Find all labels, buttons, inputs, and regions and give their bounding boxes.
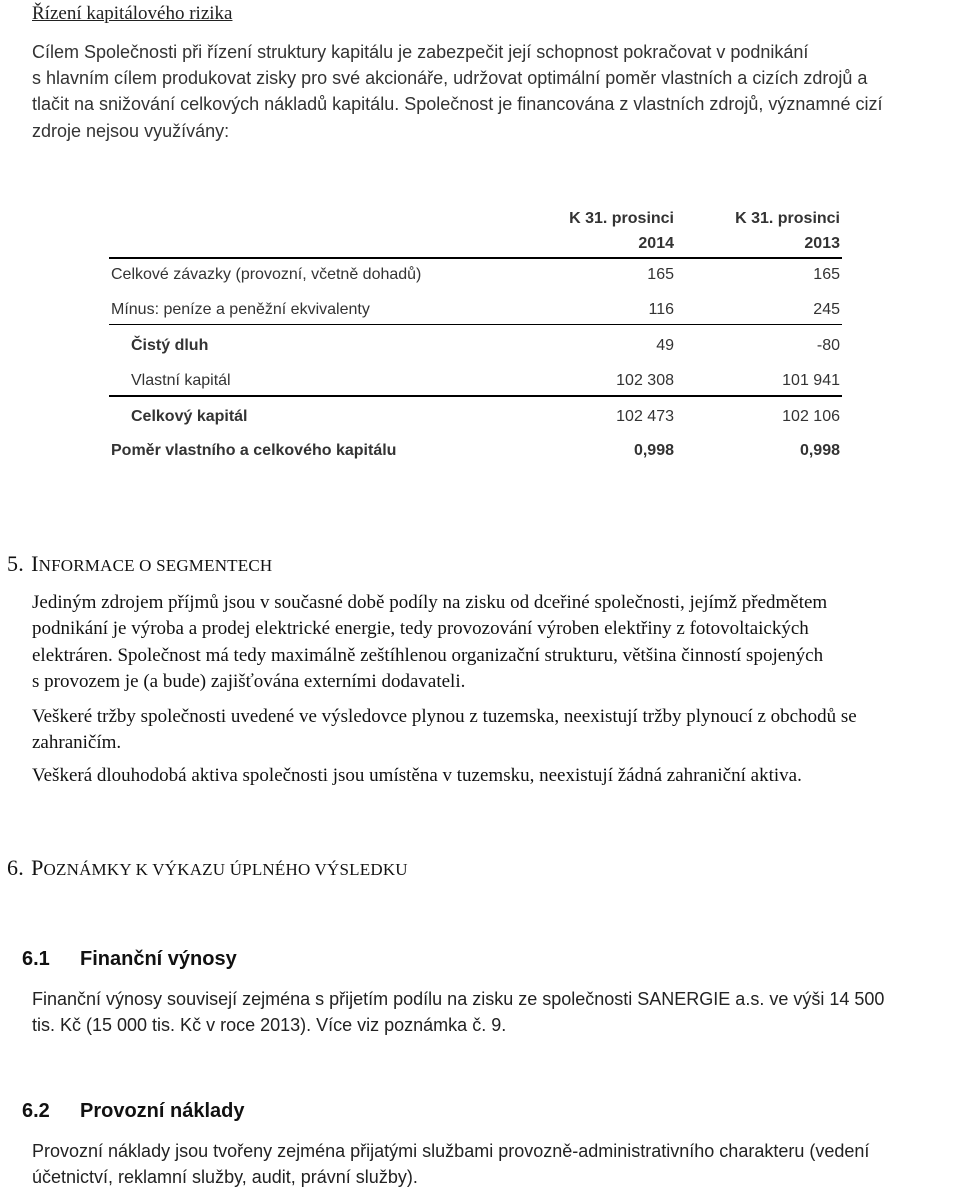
- paragraph-line: Cílem Společnosti při řízení struktury kapitálu je zabezpečit její schopnost pokračovat v podnikání: [32, 42, 809, 62]
- section-title-rest: OZNÁMKY K VÝKAZU ÚPLNÉHO VÝSLEDKU: [43, 860, 408, 879]
- subsection-title: Provozní náklady: [80, 1100, 245, 1122]
- section-heading-segments: [7, 551, 272, 577]
- column-header-line: K 31. prosinci: [569, 210, 674, 227]
- cell-2014: 102 473: [616, 408, 674, 425]
- cell-2013: 102 106: [782, 408, 840, 425]
- cell-2014: 0,998: [633, 442, 674, 459]
- column-header-2013: [706, 206, 840, 256]
- segments-paragraph-3: [32, 763, 959, 789]
- cell-2014: 49: [656, 337, 674, 354]
- segments-paragraph-1: [32, 590, 959, 695]
- column-header-2014: [540, 206, 674, 256]
- row-rule: [109, 395, 842, 397]
- subsection-number: 6.1: [22, 948, 50, 970]
- row-label: Poměr vlastního a celkového kapitálu: [111, 442, 397, 459]
- header-rule: [109, 257, 842, 259]
- cell-2014: 165: [647, 266, 674, 283]
- row-label: Celkový kapitál: [131, 408, 248, 425]
- paragraph-line: Provozní náklady jsou tvořeny zejména přijatými službami provozně-administrativního charakteru (vedení: [32, 1141, 870, 1161]
- cell-2014: 102 308: [616, 372, 674, 389]
- row-label: Mínus: peníze a peněžní ekvivalenty: [111, 301, 370, 318]
- section-title-capital-risk: Řízení kapitálového rizika: [32, 3, 233, 24]
- paragraph-line: Veškeré tržby společnosti uvedené ve výsledovce plynou z tuzemska, neexistují tržby plynoucí z obchodů se: [32, 706, 857, 727]
- row-label: Čistý dluh: [131, 337, 209, 354]
- paragraph-line: podnikání je výroba a prodej elektrické energie, tedy provozování výroben elektřiny z fotovoltaických: [32, 618, 809, 640]
- paragraph-line: Finanční výnosy souvisejí zejména s přijetím podílu na zisku ze společnosti SANERGIE a.s. ve výši 14 500: [32, 989, 885, 1009]
- paragraph-line: účetnictví, reklamní služby, audit, právní služby).: [32, 1167, 418, 1187]
- section-title-initial: P: [31, 855, 44, 880]
- financial-income-paragraph: [32, 986, 959, 1038]
- column-header-line: K 31. prosinci: [735, 210, 840, 227]
- section-title-initial: I: [31, 551, 39, 576]
- cell-2013: 0,998: [799, 442, 840, 459]
- cell-2013: 101 941: [782, 372, 840, 389]
- section-number: 6.: [7, 855, 24, 880]
- segments-paragraph-2: [32, 704, 959, 757]
- row-label: Vlastní kapitál: [131, 372, 231, 389]
- subsection-title: Finanční výnosy: [80, 948, 237, 970]
- paragraph-line: s provozem je (a bude) zajišťována externími dodavateli.: [32, 670, 466, 692]
- paragraph-line: tlačit na snižování celkových nákladů kapitálu. Společnost je financována z vlastních zdrojů, významné cizí: [32, 94, 883, 115]
- paragraph-line: s hlavním cílem produkovat zisky pro své akcionáře, udržovat optimální poměr vlastních a cizích zdrojů a: [32, 68, 868, 89]
- subsection-heading-financial-income: [22, 948, 237, 971]
- cell-2013: -80: [816, 337, 840, 354]
- row-rule: [109, 324, 842, 325]
- cell-2013: 165: [813, 266, 840, 283]
- paragraph-line: Veškerá dlouhodobá aktiva společnosti jsou umístěna v tuzemsku, neexistují žádná zahraniční aktiva.: [32, 765, 802, 786]
- paragraph-line: tis. Kč (15 000 tis. Kč v roce 2013). Více viz poznámka č. 9.: [32, 1015, 507, 1035]
- paragraph-line: elektráren. Společnost má tedy maximálně zeštíhlenou organizační strukturu, většina činností spojených: [32, 644, 824, 666]
- subsection-number: 6.2: [22, 1100, 50, 1122]
- subsection-heading-operating-costs: [22, 1100, 245, 1123]
- section-heading-income-statement-notes: [7, 855, 408, 881]
- section-title-rest: NFORMACE O SEGMENTECH: [38, 556, 273, 575]
- cell-2014: 116: [648, 301, 674, 318]
- paragraph-line: zdroje nejsou využívány:: [32, 120, 230, 141]
- paragraph-line: zahraničím.: [32, 732, 122, 754]
- column-header-line: 2014: [638, 235, 674, 252]
- operating-costs-paragraph: [32, 1138, 959, 1190]
- section-number: 5.: [7, 551, 24, 576]
- capital-risk-paragraph: [32, 39, 959, 144]
- cell-2013: 245: [813, 301, 840, 318]
- row-label: Celkové závazky (provozní, včetně dohadů): [111, 266, 422, 283]
- paragraph-line: Jediným zdrojem příjmů jsou v současné době podíly na zisku od dceřiné společnosti, jejímž předmětem: [32, 592, 828, 613]
- column-header-line: 2013: [804, 235, 840, 252]
